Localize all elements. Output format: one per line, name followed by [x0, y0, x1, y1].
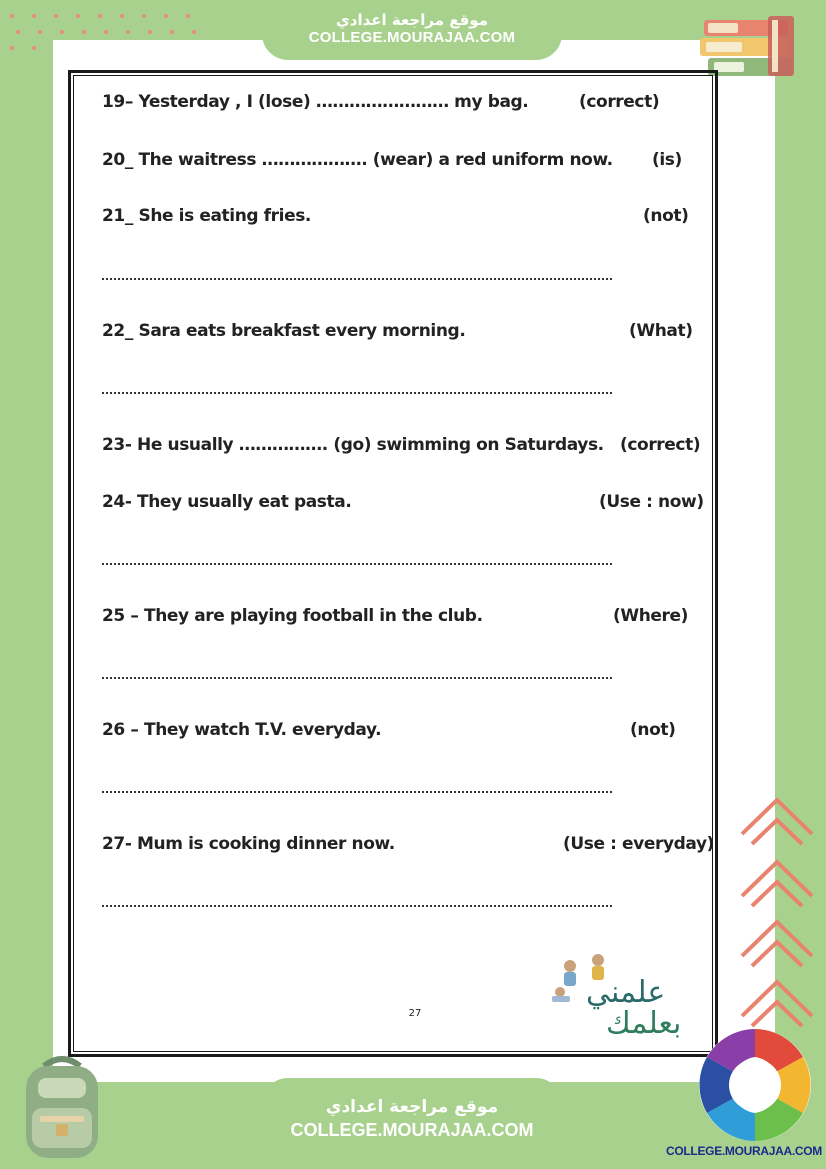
- decorative-dot: [192, 30, 196, 34]
- answer-line-21[interactable]: [102, 278, 612, 280]
- decorative-dot: [54, 14, 58, 18]
- question-19: 19– Yesterday , I (lose) …………………… my bag.: [102, 92, 529, 112]
- decorative-dot: [10, 46, 14, 50]
- decorative-dot: [120, 14, 124, 18]
- footer-wheel-url[interactable]: COLLEGE.MOURAJAA.COM: [666, 1144, 823, 1158]
- question-22: 22_ Sara eats breakfast every morning.: [102, 321, 466, 341]
- header-site-name: موقع مراجعة اعدادي: [336, 11, 488, 29]
- question-20-cue: (is): [652, 150, 682, 170]
- answer-line-24[interactable]: [102, 563, 612, 565]
- decorative-dot: [104, 30, 108, 34]
- decorative-dot: [16, 30, 20, 34]
- decorative-dot: [82, 30, 86, 34]
- question-27: 27- Mum is cooking dinner now.: [102, 834, 395, 854]
- question-22-cue: (What): [629, 321, 693, 341]
- decorative-dot: [32, 14, 36, 18]
- question-26: 26 – They watch T.V. everyday.: [102, 720, 382, 740]
- question-25: 25 – They are playing football in the club.: [102, 606, 483, 626]
- decorative-dot: [126, 30, 130, 34]
- decorative-dot: [186, 14, 190, 18]
- question-25-cue: (Where): [613, 606, 689, 626]
- question-20: 20_ The waitress ………………. (wear) a red uniform now.: [102, 150, 613, 170]
- backpack-icon: [10, 1052, 114, 1164]
- question-23-cue: (correct): [620, 435, 701, 455]
- logo-line-1: علمني: [586, 975, 666, 1010]
- question-24: 24- They usually eat pasta.: [102, 492, 352, 512]
- decorative-dot: [32, 46, 36, 50]
- decorative-dot: [76, 14, 80, 18]
- footer-site-name: موقع مراجعة اعدادي: [325, 1097, 499, 1117]
- decorative-dot: [164, 14, 168, 18]
- question-21-cue: (not): [643, 206, 689, 226]
- decorative-dot: [38, 30, 42, 34]
- decorative-dot: [148, 30, 152, 34]
- question-19-cue: (correct): [579, 92, 660, 112]
- answer-line-25[interactable]: [102, 677, 612, 679]
- decorative-dot: [10, 14, 14, 18]
- chevron-up-icon: [738, 790, 816, 850]
- header-site-url[interactable]: COLLEGE.MOURAJAA.COM: [308, 29, 516, 46]
- question-27-cue: (Use : everyday): [563, 834, 715, 854]
- chevron-up-icon: [738, 912, 816, 972]
- footer-banner: [262, 1078, 562, 1148]
- header-banner: [262, 8, 562, 60]
- education-wheel-icon: [696, 1026, 814, 1144]
- logo-line-2: بعلمك: [606, 1006, 682, 1041]
- answer-line-22[interactable]: [102, 392, 612, 394]
- chevron-up-icon: [738, 972, 816, 1032]
- decorative-dot: [60, 30, 64, 34]
- question-24-cue: (Use : now): [599, 492, 704, 512]
- question-23: 23- He usually ……………. (go) swimming on Saturdays.: [102, 435, 604, 455]
- question-21: 21_ She is eating fries.: [102, 206, 311, 226]
- decorative-dot: [98, 14, 102, 18]
- footer-site-url[interactable]: COLLEGE.MOURAJAA.COM: [290, 1120, 534, 1140]
- decorative-dot: [142, 14, 146, 18]
- answer-line-26[interactable]: [102, 791, 612, 793]
- question-26-cue: (not): [630, 720, 676, 740]
- answer-line-27[interactable]: [102, 905, 612, 907]
- page-number: 27: [408, 1008, 422, 1019]
- decorative-dot: [170, 30, 174, 34]
- chevron-up-icon: [738, 852, 816, 912]
